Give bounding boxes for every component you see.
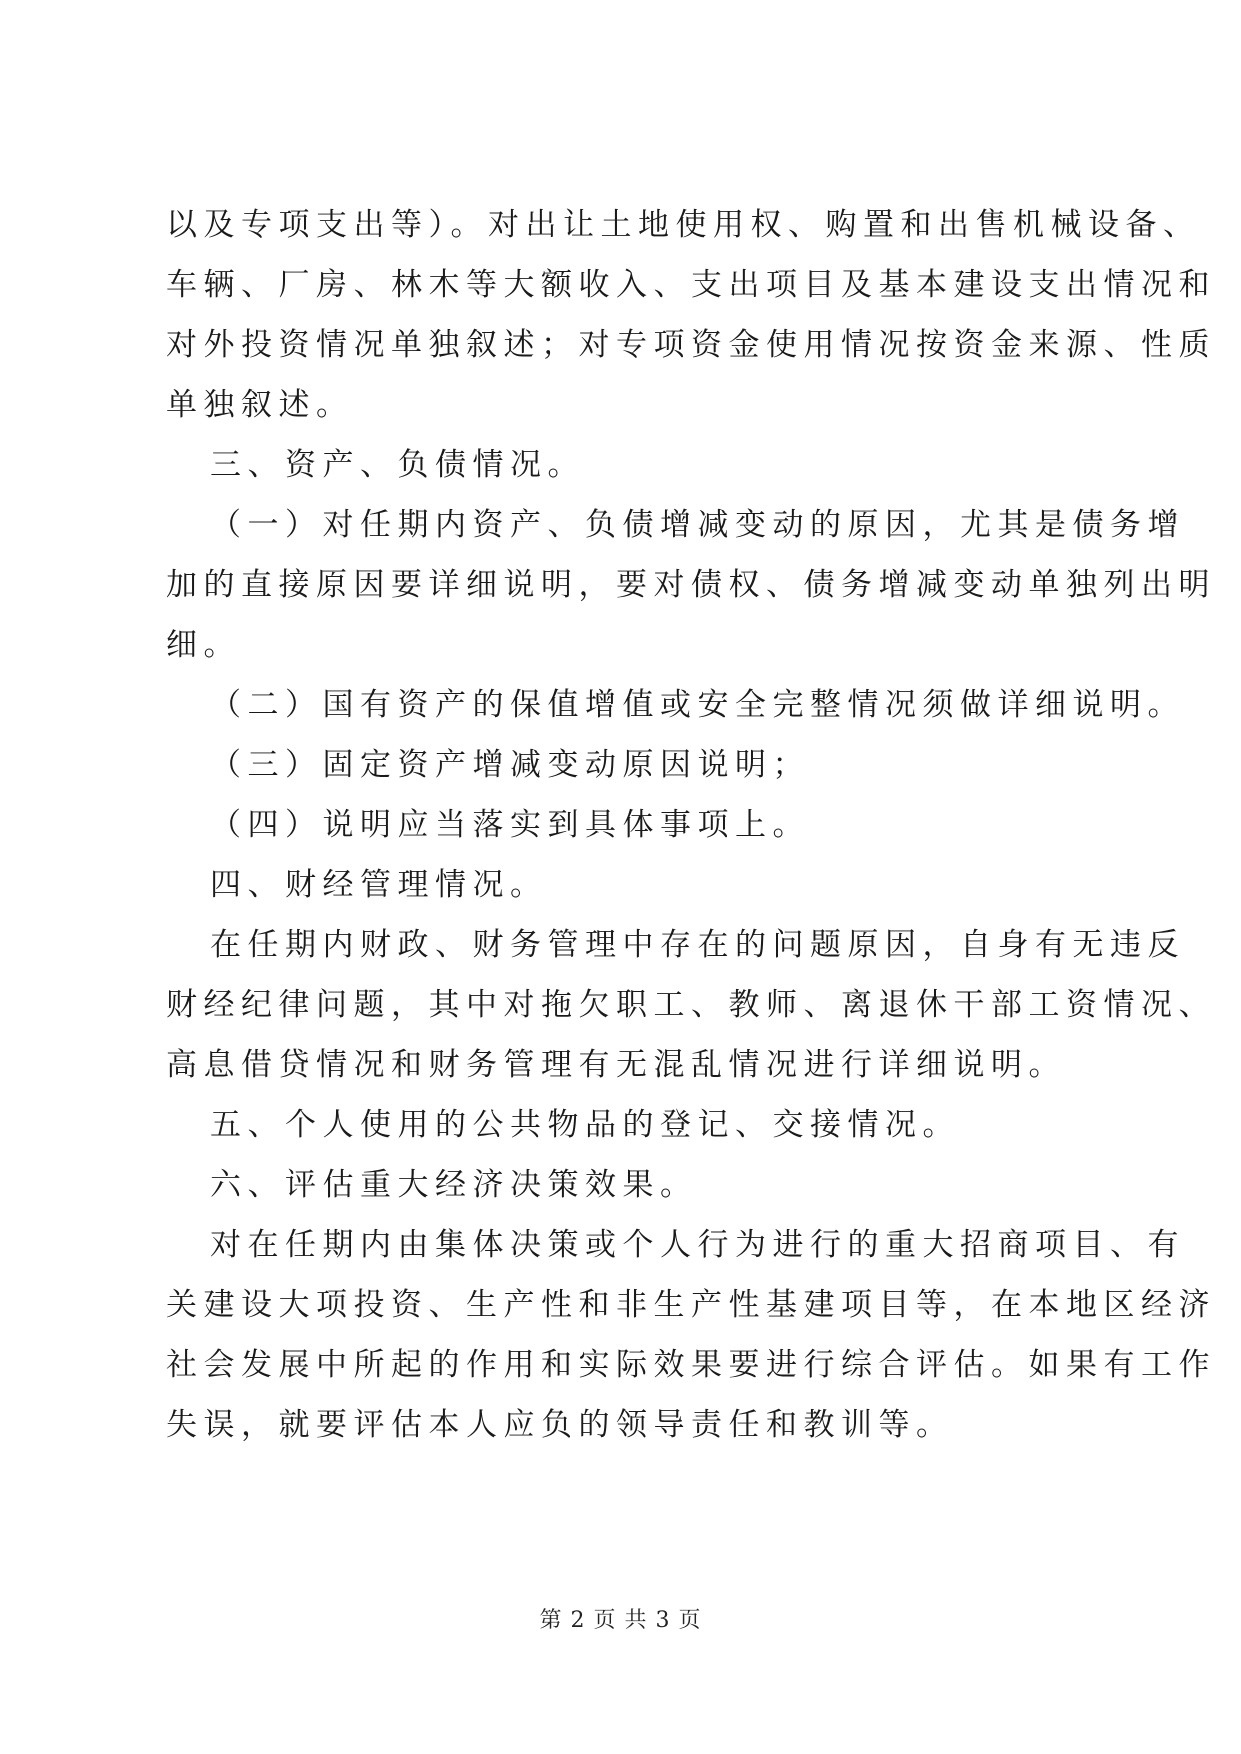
text-line-3: 对外投资情况单独叙述；对专项资金使用情况按资金来源、性质	[166, 327, 1216, 363]
text-line-4: 单独叙述。	[166, 387, 354, 423]
section-heading-6: 六、评估重大经济决策效果。	[210, 1167, 698, 1203]
text-line-18: 对在任期内由集体决策或个人行为进行的重大招商项目、有	[210, 1227, 1185, 1263]
section-heading-5: 五、个人使用的公共物品的登记、交接情况。	[210, 1107, 960, 1143]
section-heading-4: 四、财经管理情况。	[210, 867, 548, 903]
text-line-20: 社会发展中所起的作用和实际效果要进行综合评估。如果有工作	[166, 1347, 1216, 1383]
text-line-8: 细。	[166, 627, 241, 663]
text-line-2: 车辆、厂房、林木等大额收入、支出项目及基本建设支出情况和	[166, 267, 1216, 303]
text-line-21: 失误，就要评估本人应负的领导责任和教训等。	[166, 1407, 954, 1443]
text-line-15: 高息借贷情况和财务管理有无混乱情况进行详细说明。	[166, 1047, 1066, 1083]
section-heading-3: 三、资产、负债情况。	[210, 447, 585, 483]
text-line-19: 关建设大项投资、生产性和非生产性基建项目等，在本地区经济	[166, 1287, 1216, 1323]
page-number-footer: 第 2 页 共 3 页	[539, 1608, 702, 1633]
text-line-11: （四）说明应当落实到具体事项上。	[210, 807, 810, 843]
text-line-7: 加的直接原因要详细说明，要对债权、债务增减变动单独列出明	[166, 567, 1216, 603]
text-line-6: （一）对任期内资产、负债增减变动的原因，尤其是债务增	[210, 507, 1185, 543]
text-line-14: 财经纪律问题，其中对拖欠职工、教师、离退休干部工资情况、	[166, 987, 1216, 1023]
text-line-1: 以及专项支出等）。对出让土地使用权、购置和出售机械设备、	[166, 207, 1201, 243]
text-line-13: 在任期内财政、财务管理中存在的问题原因，自身有无违反	[210, 927, 1185, 963]
text-line-10: （三）固定资产增减变动原因说明；	[210, 747, 810, 783]
text-line-9: （二）国有资产的保值增值或安全完整情况须做详细说明。	[210, 687, 1185, 723]
